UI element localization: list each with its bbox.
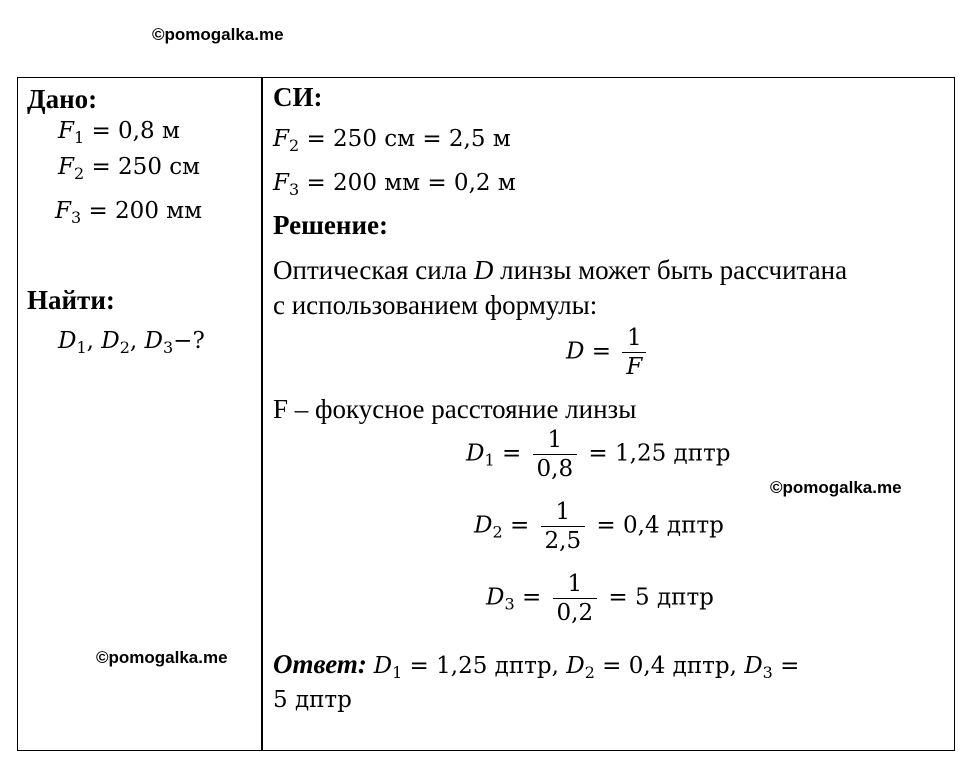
find-title: Найти: — [27, 285, 115, 315]
given-f3: $F_3 = 200$ мм — [55, 198, 203, 227]
answer-label: Ответ: — [273, 649, 367, 679]
equation-d3: $D_3$ = $\frac{1}{0,2}$ = 5 дптр — [486, 571, 714, 627]
equation-d2: $D_2$ = $\frac{1}{2,5}$ = 0,4 дптр — [474, 499, 724, 555]
solution-title: Решение: — [273, 210, 388, 240]
watermark-bottom-left: ©pomogalka.me — [96, 648, 228, 667]
si-f2: $F_2 = 250$ см = 2,5 м — [273, 126, 511, 155]
equation-d1: $D_1$ = $\frac{1}{0,8}$ = 1,25 дптр — [466, 427, 731, 483]
given-f1: $F_1 = 0,8$ м — [58, 118, 180, 147]
focal-description: F – фокусное расстояние линзы — [273, 394, 637, 424]
si-title: СИ: — [273, 82, 323, 112]
watermark-top: ©pomogalka.me — [152, 25, 284, 44]
given-f2: $F_2 = 250$ см — [58, 154, 201, 183]
watermark-right: ©pomogalka.me — [770, 478, 902, 497]
answer-line2: 5 дптр — [273, 687, 352, 713]
si-f3: $F_3 = 200$ мм = 0,2 м — [273, 170, 516, 199]
solution-text-line1: Оптическая сила D линзы может быть рассчитана — [273, 255, 848, 285]
find-expression: $D_1$, $D_2$, $D_3-$? — [58, 328, 205, 357]
given-title: Дано: — [27, 84, 98, 114]
column-divider — [261, 77, 263, 751]
answer-line1: Ответ: $D_1 = 1,25$ дптр, $D_2 = 0,4$ дптр, $D_3$ = — [273, 649, 800, 682]
solution-text-line2: с использованием формулы: — [273, 290, 598, 320]
formula-main: D = $\frac{1}{F}$ — [566, 326, 650, 379]
